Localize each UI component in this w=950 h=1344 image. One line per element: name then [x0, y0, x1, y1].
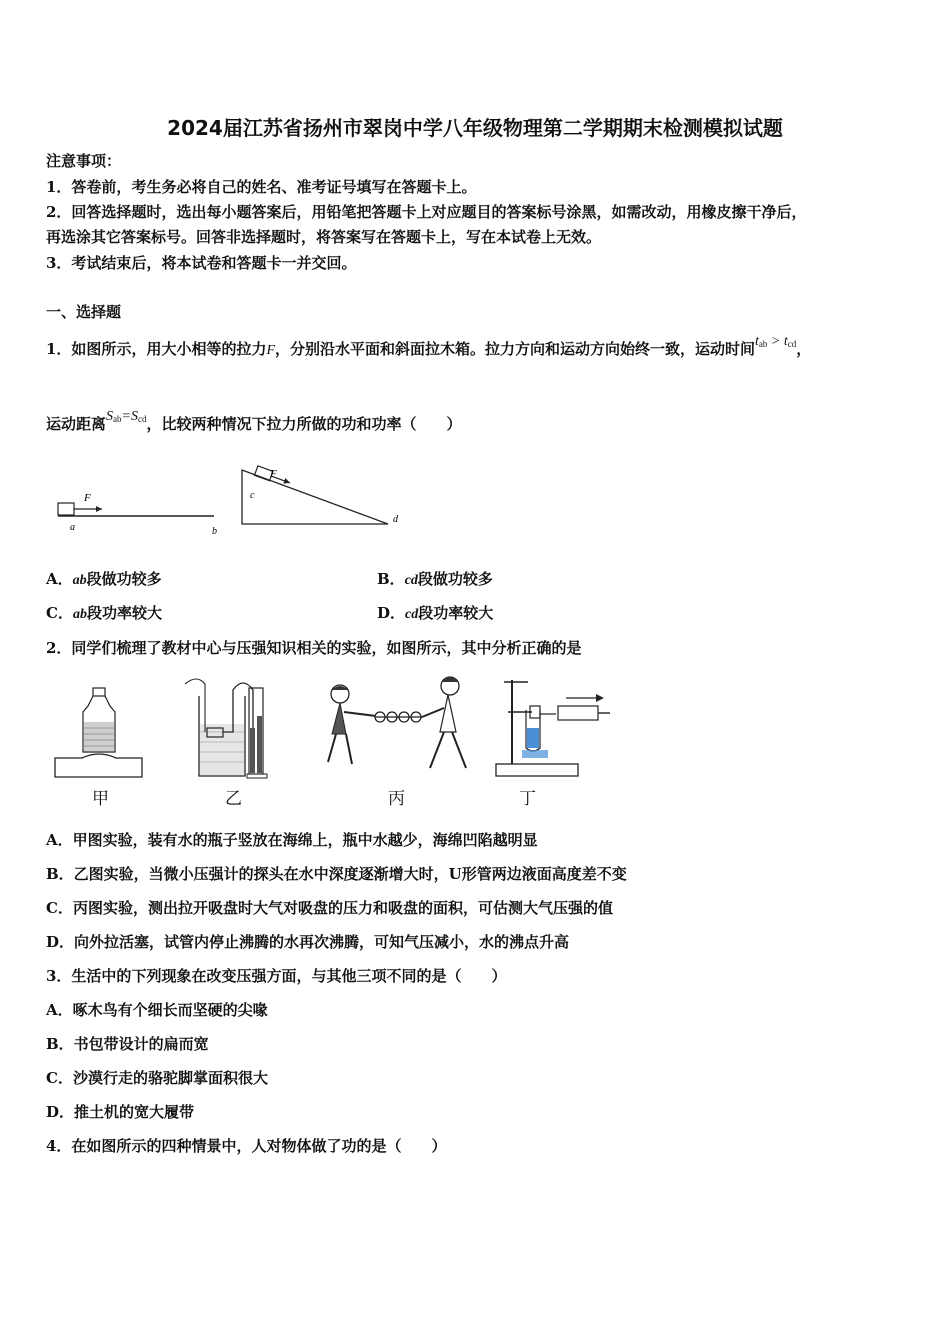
q1-stem-text: 1．如图所示，用大小相等的拉力	[46, 340, 267, 358]
section-heading: 一、选择题	[46, 303, 122, 321]
figure-caption-ding: 丁	[519, 789, 536, 809]
note-item: 3．考试结束后，将本试卷和答题卡一并交回。	[46, 254, 357, 272]
stand-base	[496, 764, 578, 776]
hand	[185, 679, 205, 684]
q2-option-a[interactable]: A．甲图实验，装有水的瓶子竖放在海绵上，瓶中水越少，海绵凹陷越明显	[46, 831, 538, 849]
figure-caption-jia: 甲	[92, 789, 109, 809]
time-inequality: $t_{ab} > t_{cd}$	[755, 334, 797, 349]
water	[527, 728, 539, 748]
q3-option-b[interactable]: B．书包带设计的扁而宽	[46, 1035, 209, 1053]
q2-option-b[interactable]: B．乙图实验，当微小压强计的探头在水中深度逐渐增大时，U形管两边液面高度差不变	[46, 865, 627, 883]
force-label: F	[84, 492, 91, 504]
page-title: 2024届江苏省扬州市翠岗中学八年级物理第二学期期末检测模拟试题	[167, 116, 783, 140]
force-symbol: F	[266, 343, 276, 358]
incline-figure	[236, 462, 416, 538]
q3-option-d[interactable]: D．推土机的宽大履带	[46, 1103, 195, 1121]
q1-distance-label: 运动距离	[46, 415, 107, 433]
boiling-syringe-figure	[492, 674, 618, 782]
q3-option-c[interactable]: C．沙漠行走的骆驼脚掌面积很大	[46, 1069, 268, 1087]
bottle-cap	[93, 688, 105, 696]
distance-equality: $S_{ab}=S_{cd}$	[106, 409, 147, 424]
note-item: 1．答卷前，考生务必将自己的姓名、准考证号填写在答题卡上。	[46, 178, 477, 196]
q4-stem: 4．在如图所示的四种情景中，人对物体做了功的是（ ）	[46, 1137, 447, 1155]
q1-stem-text3: ，比较两种情况下拉力所做的功和功率（ ）	[146, 415, 462, 433]
q1-stem-text2: ，分别沿水平面和斜面拉木箱。拉力方向和运动方向始终一致，运动时间	[275, 340, 756, 358]
q1-option-c[interactable]: C．ab段功率较大	[46, 604, 162, 622]
child-right-body	[440, 695, 456, 732]
force-label: F	[270, 468, 277, 480]
notes-heading: 注意事项：	[46, 152, 122, 170]
q1-stem-line2	[46, 409, 462, 434]
comma: ，	[796, 340, 812, 358]
q3-option-a[interactable]: A．啄木鸟有个细长而坚硬的尖喙	[46, 1001, 268, 1019]
note-item: 2．回答选择题时，选出每小题答案后，用铅笔把答题卡上对应题目的答案标号涂黑，如需改动，用橡皮擦干净后，	[46, 203, 807, 221]
q2-option-c[interactable]: C．丙图实验，测出拉开吸盘时大气对吸盘的压力和吸盘的面积，可估测大气压强的值	[46, 899, 613, 917]
note-item: 再选涂其它答案标号。回答非选择题时，将答案写在答题卡上，写在本试卷上无效。	[46, 228, 602, 246]
point-c-label: c	[250, 490, 255, 501]
sponge	[55, 754, 142, 777]
box	[58, 503, 74, 515]
q1-option-b[interactable]: B．cd段做功较多	[377, 570, 493, 588]
point-a-label: a	[70, 522, 75, 533]
q2-stem: 2．同学们梳理了教材中心与压强知识相关的实验，如图所示，其中分析正确的是	[46, 639, 582, 657]
suction-cup-pulling-figure	[318, 672, 476, 784]
q1-stem-line1	[46, 334, 812, 359]
point-d-label: d	[393, 514, 398, 525]
suction-cups	[375, 712, 422, 722]
figure-caption-yi: 乙	[225, 789, 242, 809]
child-left-body	[332, 703, 346, 734]
syringe	[558, 706, 598, 720]
figure-caption-bing: 丙	[388, 789, 405, 809]
q3-stem: 3．生活中的下列现象在改变压强方面，与其他三项不同的是（ ）	[46, 967, 507, 985]
q1-option-d[interactable]: D．cd段功率较大	[377, 604, 494, 622]
water	[84, 722, 114, 751]
horizontal-plane-figure	[52, 486, 232, 538]
pressure-gauge-figure	[175, 672, 275, 782]
bottle-on-sponge-figure	[52, 684, 148, 782]
q2-option-d[interactable]: D．向外拉活塞，试管内停止沸腾的水再次沸腾，可知气压减小，水的沸点升高	[46, 933, 570, 951]
q1-option-a[interactable]: A．ab段做功较多	[46, 570, 162, 588]
point-b-label: b	[212, 526, 217, 537]
